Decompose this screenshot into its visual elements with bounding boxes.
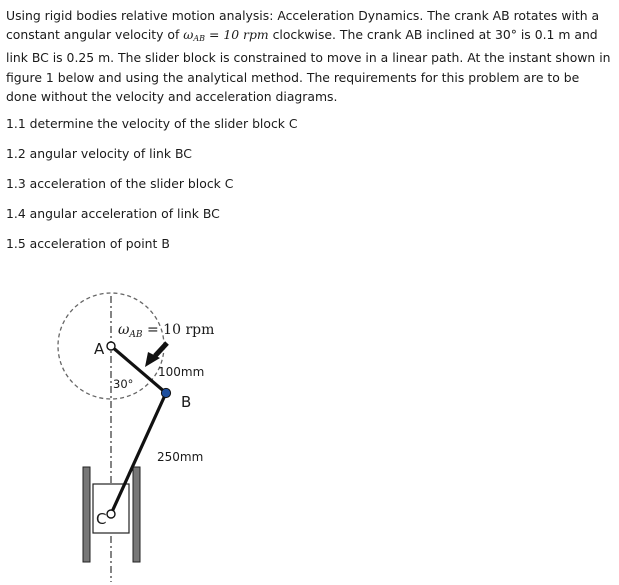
figure-omega-label: $\omega_{AB} = 10$ rpm bbox=[118, 322, 215, 340]
pin-a bbox=[107, 342, 115, 350]
bc-length-label: 250mm bbox=[157, 450, 204, 464]
requirement-1-4: 1.4 angular acceleration of link BC bbox=[6, 206, 220, 221]
requirement-1-1: 1.1 determine the velocity of the slider block C bbox=[6, 116, 298, 131]
label-b: B bbox=[181, 393, 192, 411]
label-a: A bbox=[94, 340, 105, 358]
requirement-1-5: 1.5 acceleration of point B bbox=[6, 236, 170, 251]
ab-length-label: 100mm bbox=[158, 365, 205, 379]
requirement-1-2: 1.2 angular velocity of link BC bbox=[6, 146, 192, 161]
problem-text-part1: Using rigid bodies relative motion analysis: Acceleration Dynamics. The crank AB rotates with a constant angular velocity of bbox=[6, 8, 600, 43]
omega-ab-inline: $\omega_{AB} = 10$ rpm bbox=[183, 27, 269, 44]
right-guide-rail bbox=[133, 467, 140, 562]
pin-c bbox=[107, 510, 115, 518]
label-c: C bbox=[96, 510, 107, 528]
requirement-1-3: 1.3 acceleration of the slider block C bbox=[6, 176, 234, 191]
angle-label: 30° bbox=[113, 377, 134, 391]
problem-text-part2: clockwise. The crank AB inclined at 30° is 0.1 m and link BC is 0.25 m. The slider block is constrained to move in a linear path. At the instant shown in figure 1 below and using the analytical method. The requirements for this problem are to be done without the velocity and acceleration diagrams. bbox=[6, 27, 611, 104]
pin-b bbox=[161, 388, 170, 397]
left-guide-rail bbox=[83, 467, 90, 562]
